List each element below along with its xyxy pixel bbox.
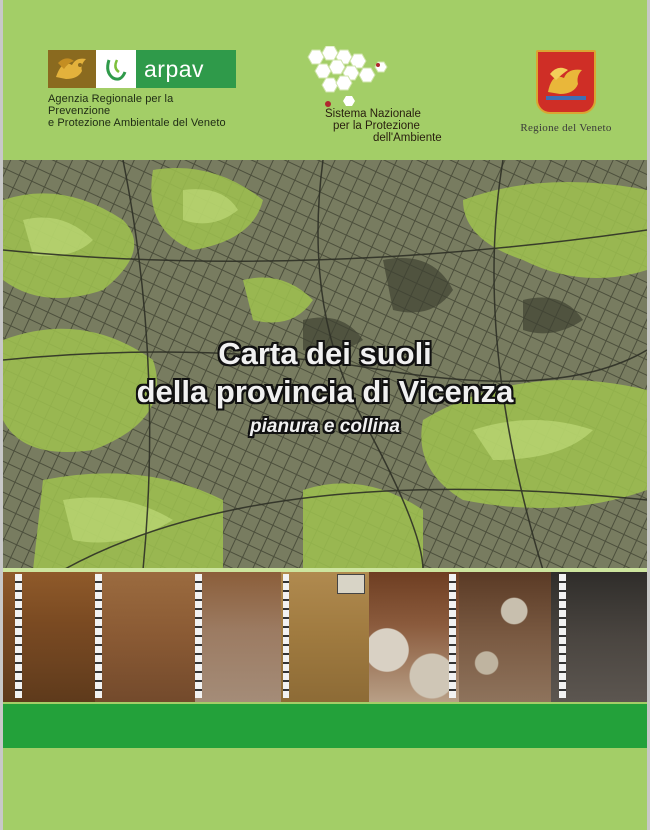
soil-profile	[369, 572, 459, 702]
arpav-logo-block	[48, 50, 236, 129]
soil-profile	[281, 572, 369, 702]
snpa-line2: per la Protezione	[333, 120, 420, 132]
soil-profile	[195, 572, 281, 702]
arpav-agency-name	[48, 93, 236, 129]
soil-profiles-image	[3, 572, 647, 702]
snpa-logo	[300, 46, 450, 142]
sample-label-plate	[337, 574, 365, 594]
hexagon-cluster-icon	[300, 46, 450, 110]
regione-name: Regione del Veneto	[520, 122, 612, 134]
measuring-ruler-icon	[195, 574, 202, 698]
wave-icon	[96, 50, 136, 88]
cover-title-line1: Carta dei suoli	[218, 336, 432, 371]
cover-title-line2: della provincia di Vicenza	[136, 374, 514, 409]
measuring-ruler-icon	[559, 574, 566, 698]
soil-profile	[459, 572, 551, 702]
soil-profile	[551, 572, 647, 702]
measuring-ruler-icon	[15, 574, 22, 698]
terrain-map-image	[3, 160, 647, 570]
bottom-green-band	[3, 704, 647, 748]
measuring-ruler-icon	[283, 574, 289, 698]
regione-shield-icon	[536, 50, 596, 114]
regione-veneto-logo	[510, 50, 622, 134]
arpav-wordmark: arpav	[136, 50, 236, 88]
cover-subtitle: pianura e collina	[250, 416, 400, 437]
arpav-line1: Agenzia Regionale per la Prevenzione	[48, 93, 174, 117]
arpav-line2: e Protezione Ambientale del Veneto	[48, 117, 226, 129]
measuring-ruler-icon	[449, 574, 456, 698]
soil-profile	[95, 572, 195, 702]
measuring-ruler-icon	[95, 574, 102, 698]
snpa-line1: Sistema Nazionale	[325, 108, 421, 120]
soil-profile	[3, 572, 95, 702]
winged-lion-icon	[48, 50, 96, 88]
arpav-logo	[48, 50, 236, 88]
snpa-text	[325, 108, 442, 144]
snpa-line3: dell'Ambiente	[373, 132, 442, 144]
